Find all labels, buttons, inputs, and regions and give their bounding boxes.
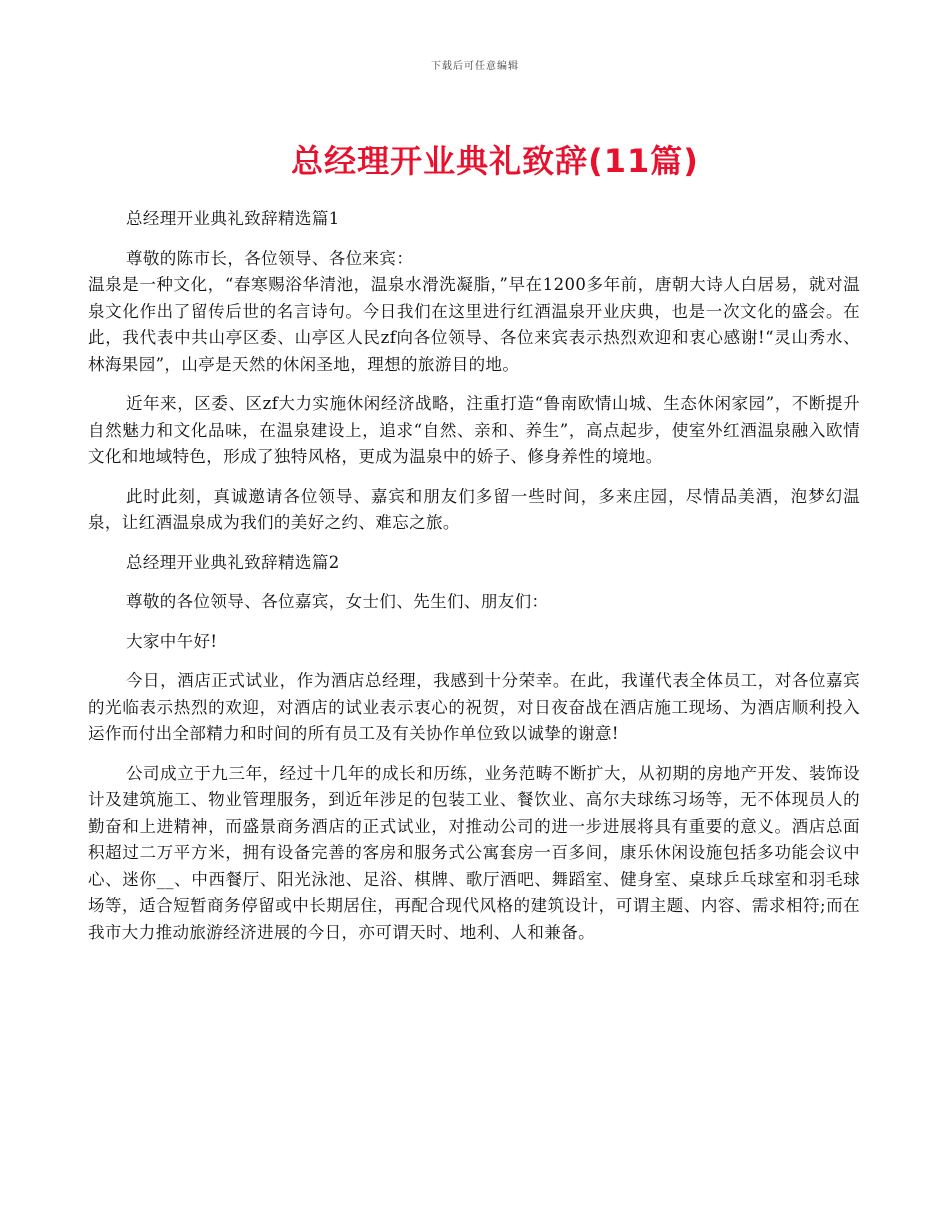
body-paragraph: 近年来，区委、区zf大力实施休闲经济战略，注重打造“鲁南欧情山城、生态休闲家园”，不断提升自然魅力和文化品味，在温泉建设上，追求“自然、亲和、养生”，高点起步，使室外红酒温泉融入欧情文化和地域特色，形成了独特风格，更成为温泉中的娇子、修身养性的境地。 xyxy=(88,394,860,466)
salutation-2: 尊敬的各位领导、各位嘉宾，女士们、先生们、朋友们： xyxy=(125,592,549,611)
document-body xyxy=(88,206,860,946)
header-note: 下载后可任意编辑 xyxy=(431,61,519,72)
body-paragraph: 今日，酒店正式试业，作为酒店总经理，我感到十分荣幸。在此，我谨代表全体员工，对各位嘉宾的光临表示热烈的欢迎，对酒店的试业表示衷心的祝贺，对日夜奋战在酒店施工现场、为酒店顺利投入运作而付出全部精力和时间的所有员工及有关协作单位致以诚挚的谢意! xyxy=(88,671,860,743)
section-heading-1: 总经理开业典礼致辞精选篇1 xyxy=(125,209,340,228)
body-paragraph: 此时此刻，真诚邀请各位领导、嘉宾和朋友们多留一些时间，多来庄园，尽情品美酒，泡梦幻温泉，让红酒温泉成为我们的美好之约、难忘之旅。 xyxy=(88,486,860,532)
body-paragraph: 公司成立于九三年，经过十几年的成长和历练，业务范畴不断扩大，从初期的房地产开发、装饰设计及建筑施工、物业管理服务，到近年涉足的包装工业、餐饮业、高尔夫球练习场等，无不体现员人的勤奋和上进精神，而盛景商务酒店的正式试业，对推动公司的进一步进展将具有重要的意义。酒店总面积超过二万平方米，拥有设备完善的客房和服务式公寓套房一百多间，康乐休闲设施包括多功能会议中心、迷你__、中西餐厅、阳光泳池、足浴、棋牌、歌厅酒吧、舞蹈室、健身室、桌球乒乓球室和羽毛球场等，适合短暂商务停留或中长期居住，再配合现代风格的建筑设计，可谓主题、内容、需求相符;而在我市大力推动旅游经济进展的今日，亦可谓天时、地利、人和兼备。 xyxy=(88,763,860,942)
salutation-1: 尊敬的陈市长，各位领导、各位来宾： xyxy=(125,248,414,268)
greeting: 大家中午好! xyxy=(125,631,218,651)
section-heading-2: 总经理开业典礼致辞精选篇2 xyxy=(125,552,340,572)
document-title: 总经理开业典礼致辞(11篇) xyxy=(291,142,699,180)
body-paragraph: 温泉是一种文化，“春寒赐浴华清池，温泉水滑洗凝脂，”早在1200多年前，唐朝大诗人白居易，就对温泉文化作出了留传后世的名言诗句。今日我们在这里进行红酒温泉开业庆典，也是一次文化的盛会。在此，我代表中共山亭区委、山亭区人民zf向各位领导、各位来宾表示热烈欢迎和衷心感谢!“灵山秀水、林海果园”，山亭是天然的休闲圣地，理想的旅游目的地。 xyxy=(88,275,860,374)
